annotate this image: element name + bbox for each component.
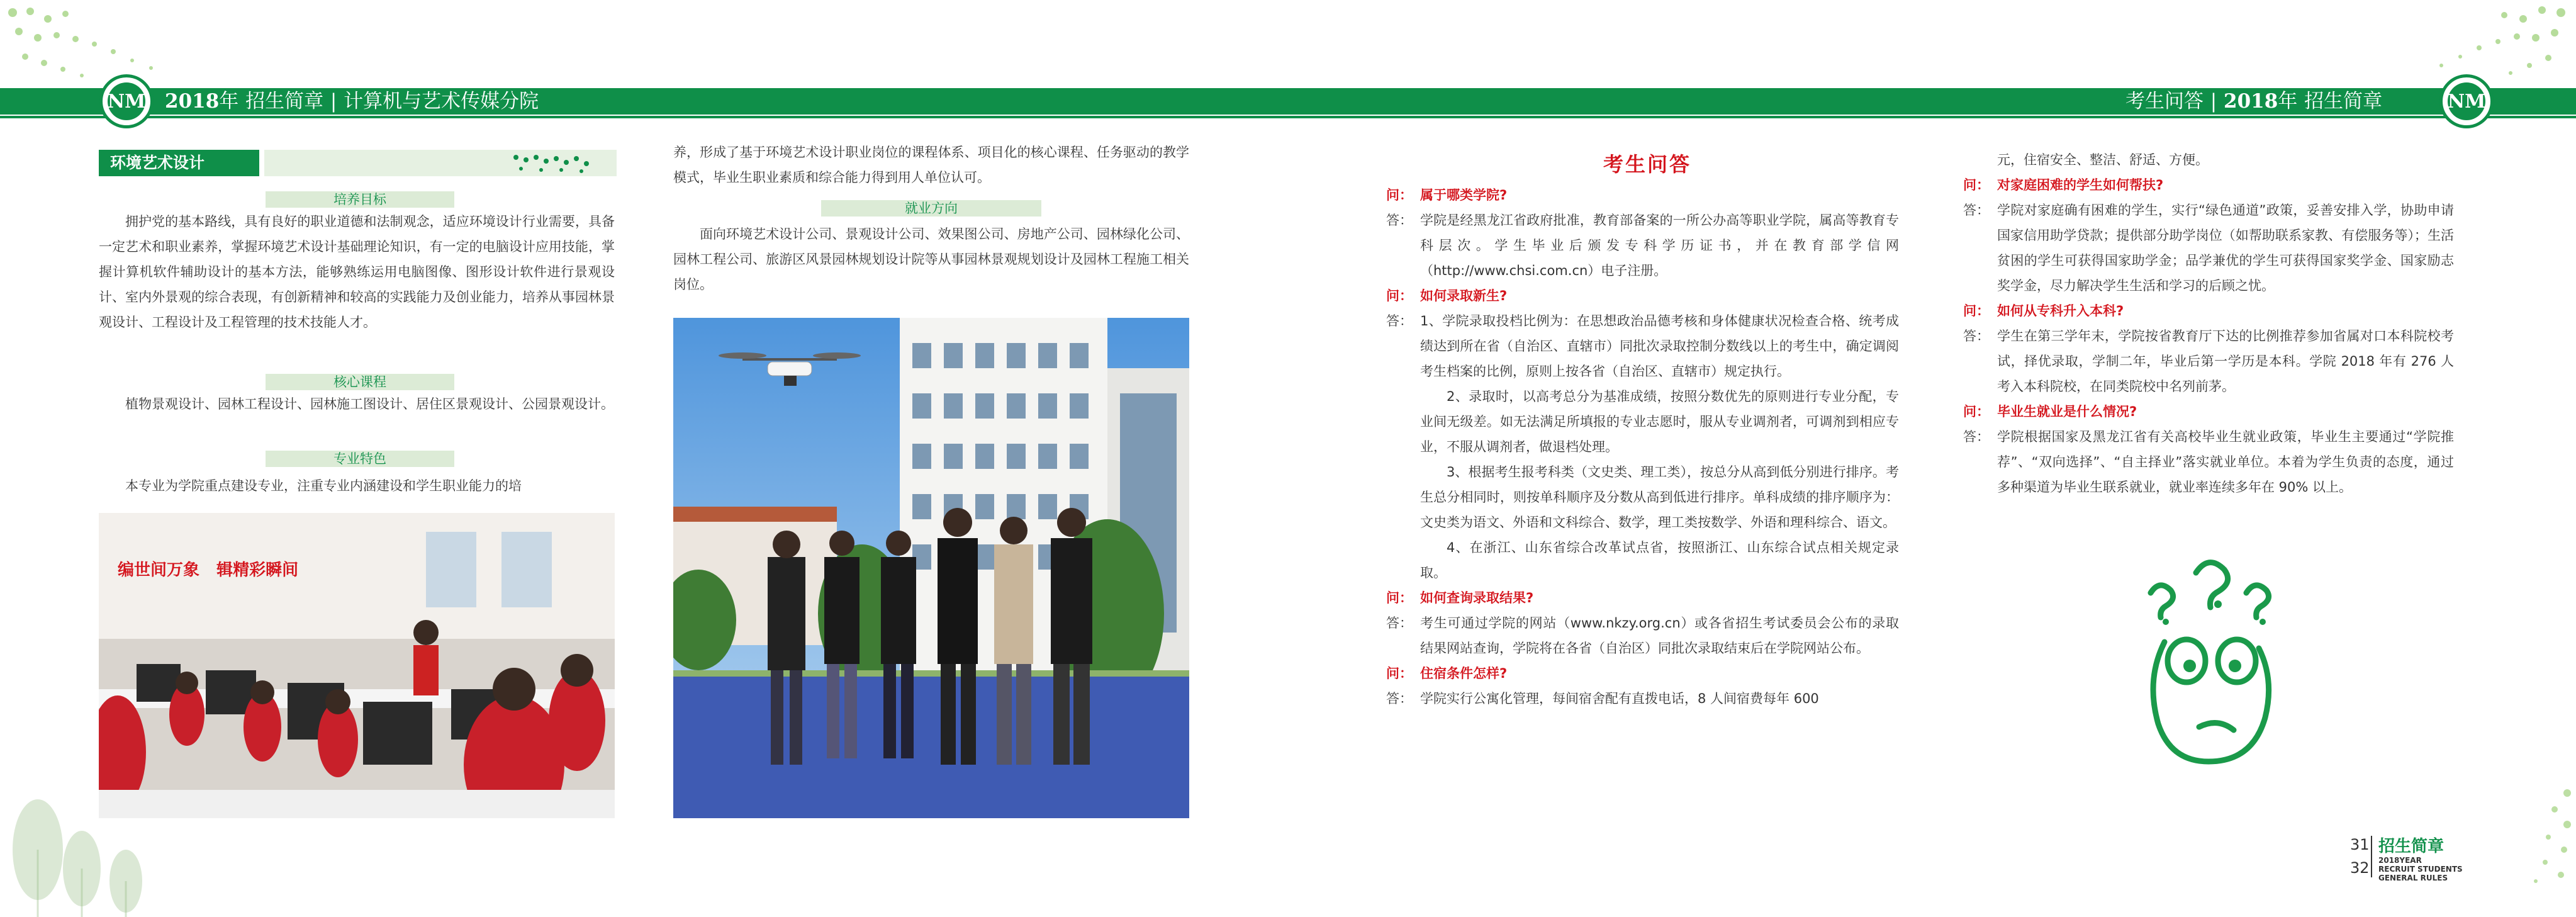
- footer-sub-1: 2018YEAR: [2378, 856, 2422, 865]
- core-courses-text: [99, 391, 615, 417]
- program-features-continued-paragraph: 养，形成了基于环境艺术设计职业岗位的课程体系、项目化的核心课程、任务驱动的教学模式，毕业生职业素质和综合能力得到用人单位认可。: [673, 145, 1189, 185]
- header-divider-right: |: [2210, 90, 2217, 113]
- answer-row: [1386, 208, 1899, 283]
- qa-title: 考生问答: [1603, 152, 1692, 176]
- header-right-section: 考生问答: [2125, 90, 2204, 113]
- question-label: 问：: [1386, 188, 1413, 203]
- program-features-continued: [673, 140, 1189, 190]
- question-label: 问：: [1963, 303, 1990, 318]
- subheading-career: 就业方向: [821, 200, 1041, 217]
- answer-text: 学院根据国家及黑龙江省有关高校毕业生就业政策，毕业生主要通过“学院推荐”、“双向选择”、“自主择业”落实就业单位。本着为学生负责的态度，通过多种渠道为毕业生联系就业，就业率连续多年在 90% 以上。: [1997, 429, 2454, 495]
- question-row: [1386, 183, 1899, 208]
- answer-label: 答：: [1386, 313, 1413, 329]
- core-courses-paragraph: 植物景观设计、园林工程设计、园林施工图设计、居住区景观设计、公园景观设计。: [125, 397, 614, 412]
- question-label: 问：: [1386, 590, 1413, 605]
- footer-sub-3: GENERAL RULES: [2378, 874, 2448, 882]
- answer-label: 答：: [1963, 329, 1990, 344]
- header-left-year: 2018: [165, 90, 220, 113]
- qa-col2-lead: 元，住宿安全、整洁、舒适、方便。: [1997, 152, 2209, 167]
- decorative-dots-top-left: [0, 0, 208, 88]
- answer-row: [1963, 198, 2454, 298]
- answer-text: 学院对家庭确有困难的学生，实行“绿色通道”政策，妥善安排入学，协助申请国家信用助学贷款；提供部分助学岗位（如帮助联系家教、有偿服务等）；生活贫困的学生可获得国家助学金；品学兼优的学生可获得国家奖学金、国家励志奖学金，尽力解决学生生活和学习的后顾之忧。: [1997, 203, 2454, 293]
- program-features-paragraph: 本专业为学院重点建设专业，注重专业内涵建设和学生职业能力的培: [125, 478, 522, 493]
- question-text: 如何录取新生?: [1420, 288, 1508, 303]
- answer-row: [1386, 686, 1899, 711]
- classroom-photo: [99, 513, 615, 818]
- training-goal-paragraph: 拥护党的基本路线，具有良好的职业道德和法制观念，适应环境设计行业需要，具备一定艺术和职业素养，掌握环境艺术设计基础理论知识，有一定的电脑设计应用技能，掌握计算机软件辅助设计的基本方法，能够熟练运用电脑图像、图形设计软件进行景观设计、室内外景观的综合表现，有创新精神和较高的实践能力及创业能力，培养从事园林景观设计、工程设计及工程管理的技术技能人才。: [99, 214, 615, 330]
- header-left-year-suffix: 年: [219, 90, 239, 113]
- qa-column-2: [1963, 147, 2454, 500]
- answer-paragraph: 3、根据考生报考科类（文史类、理工类），按总分从高到低分别进行排序。考生总分相同时，则按单科顺序及分数从高到低进行排序。单科成绩的排序顺序为：文史类为语文、外语和文科综合、数学，理工类按数学、外语和理科综合、语文。: [1420, 464, 1899, 530]
- header-left-title: [165, 88, 539, 115]
- page-number-left: 31: [2350, 836, 2370, 853]
- answer-text: 学院实行公寓化管理，每间宿舍配有直拨电话，8 人间宿费每年 600: [1420, 691, 1819, 706]
- career-paragraph: 面向环境艺术设计公司、景观设计公司、效果图公司、房地产公司、园林绿化公司、园林工程公司、旅游区风景园林规划设计院等从事园林景观规划设计及园林工程施工相关岗位。: [673, 227, 1189, 292]
- question-label: 问：: [1386, 288, 1413, 303]
- program-features-text: [99, 473, 615, 498]
- subheading-program-features: 专业特色: [266, 451, 454, 467]
- header-band-underline: [0, 116, 2576, 118]
- career-text: [673, 222, 1189, 297]
- question-row: [1963, 399, 2454, 424]
- answer-text: 学院是经黑龙江省政府批准，教育部备案的一所公办高等职业学院，属高等教育专科层次。学生毕业后颁发专科学历证书，并在教育部学信网（http://www.chsi.com.cn）电子注册。: [1420, 213, 1899, 278]
- header-left-dept: 计算机与艺术传媒分院: [344, 90, 539, 113]
- classroom-banner: 编世间万象 辑精彩瞬间: [118, 561, 299, 580]
- answer-row: [1963, 323, 2454, 399]
- header-right-brochure: 招生简章: [2304, 90, 2383, 113]
- decorative-dots-top-right: [2385, 0, 2576, 88]
- answer-paragraph: 4、在浙江、山东省综合改革试点省，按照浙江、山东综合试点相关规定录取。: [1420, 540, 1899, 580]
- college-logo-left: [99, 74, 154, 128]
- subheading-core-courses: 核心课程: [266, 374, 454, 390]
- question-text: 如何从专科升入本科?: [1997, 303, 2124, 318]
- page-number-right: 32: [2350, 859, 2370, 877]
- decorative-dots-bottom-right: [2485, 780, 2576, 917]
- answer-row: [1386, 610, 1899, 661]
- question-label: 问：: [1963, 177, 1990, 193]
- question-row: [1386, 283, 1899, 308]
- footer-title: 招生简章: [2378, 837, 2444, 856]
- question-text: 如何查询录取结果?: [1420, 590, 1534, 605]
- footer-divider: [2371, 836, 2372, 877]
- answer-label: 答：: [1963, 429, 1990, 444]
- campus-drone-photo: [673, 318, 1189, 818]
- question-text: 住宿条件怎样?: [1420, 666, 1508, 681]
- college-logo-mark-right: NM: [2448, 82, 2485, 120]
- header-divider: |: [330, 90, 337, 113]
- question-label: 问：: [1386, 666, 1413, 681]
- footer-sub-2: RECRUIT STUDENTS: [2378, 865, 2463, 874]
- answer-label: 答：: [1386, 213, 1413, 228]
- header-right-title: [2125, 88, 2382, 115]
- answer-label: 答：: [1963, 203, 1990, 218]
- answer-row: [1963, 424, 2454, 500]
- qa-col2-lead-spacer: [1963, 147, 1997, 172]
- header-left-brochure: 招生简章: [245, 90, 324, 113]
- question-row: [1386, 585, 1899, 610]
- answer-row: [1386, 308, 1899, 384]
- training-goal-text: [99, 209, 615, 373]
- question-row: [1386, 661, 1899, 686]
- college-logo-right: [2439, 74, 2494, 128]
- subheading-training-goal: 培养目标: [266, 191, 454, 208]
- answer-text: 学生在第三学年末，学院按省教育厅下达的比例推荐参加省属对口本科院校考试，择优录取，学制二年，毕业后第一学历是本科。学院 2018 年有 276 人考入本科院校，在同类院校中名列前茅。: [1997, 329, 2454, 394]
- answer-text: 考生可通过学院的网站（www.nkzy.org.cn）或各省招生考试委员会公布的录取结果网站查询，学院将在各省（自治区）同批次录取结束后在学院网站公布。: [1420, 616, 1899, 656]
- header-right-year: 2018: [2224, 90, 2278, 113]
- section-dots: [510, 151, 617, 175]
- question-row: [1963, 172, 2454, 198]
- question-text: 属于哪类学院?: [1420, 188, 1508, 203]
- qa-column-1: [1386, 183, 1899, 711]
- section-title: 环境艺术设计: [99, 150, 259, 176]
- header-right-year-suffix: 年: [2278, 90, 2298, 113]
- college-logo-mark: NM: [108, 82, 145, 120]
- answer-paragraph: 2、录取时，以高考总分为基准成绩，按照分数优先的原则进行专业分配，专业间无级差。如无法满足所填报的专业志愿时，服从专业调剂者，可调剂到相应专业，不服从调剂者，做退档处理。: [1420, 389, 1899, 454]
- confused-face-illustration: [2127, 548, 2303, 774]
- answer-label: 答：: [1386, 691, 1413, 706]
- question-text: 毕业生就业是什么情况?: [1997, 404, 2137, 419]
- question-row: [1963, 298, 2454, 323]
- question-label: 问：: [1963, 404, 1990, 419]
- qa-col2-lead-row: [1963, 147, 2454, 172]
- question-text: 对家庭困难的学生如何帮扶?: [1997, 177, 2164, 193]
- answer-text: 1、学院录取投档比例为：在思想政治品德考核和身体健康状况检查合格、统考成绩达到所在省（自治区、直辖市）同批次录取控制分数线以上的考生中，确定调阅考生档案的比例，原则上按各省（自治区、直辖市）规定执行。: [1420, 313, 1899, 379]
- answer-label: 答：: [1386, 616, 1413, 631]
